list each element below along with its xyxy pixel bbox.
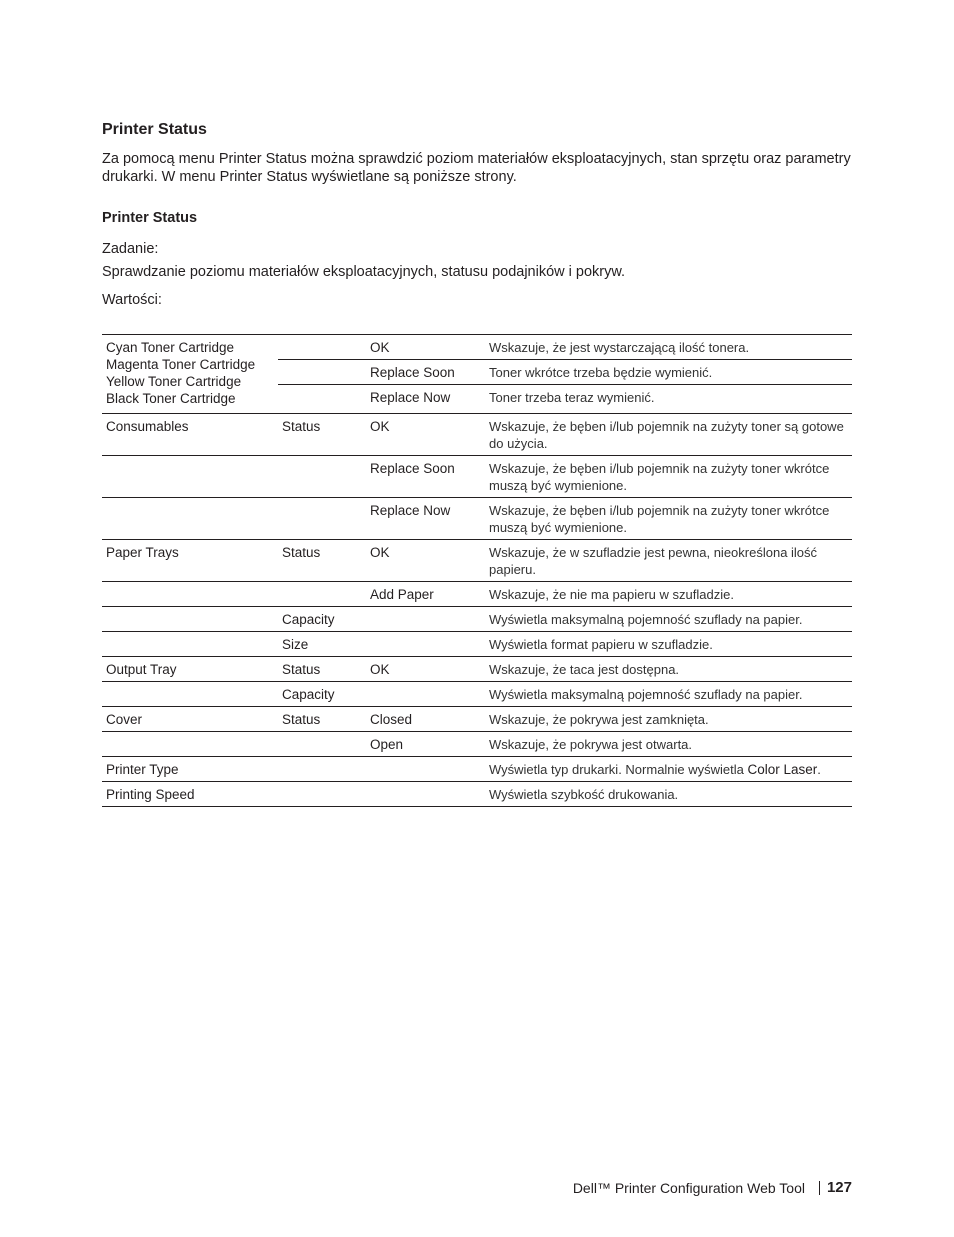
table-cell: Wyświetla maksymalną pojemność szuflady na papier. xyxy=(489,612,803,627)
table-cell: Replace Now xyxy=(370,503,451,518)
cell-text: . xyxy=(817,762,821,777)
table-row xyxy=(102,657,852,682)
intro-menu-name: Printer Status xyxy=(218,151,307,167)
table-cell xyxy=(366,607,485,632)
table-cell xyxy=(102,456,278,498)
table-cell: Status xyxy=(282,662,321,677)
table-row xyxy=(102,540,852,582)
table-cell: Toner wkrótce trzeba będzie wymienić. xyxy=(489,365,713,380)
page-number: 127 xyxy=(826,1179,852,1196)
table-cell: Status xyxy=(282,712,321,727)
table-cell: Wskazuje, że taca jest dostępna. xyxy=(489,662,680,677)
table-cell: Toner trzeba teraz wymienić. xyxy=(489,390,655,405)
footer-divider xyxy=(819,1181,820,1195)
table-cell xyxy=(278,732,366,757)
list-item: Magenta Toner Cartridge xyxy=(106,357,256,372)
table-cell xyxy=(278,385,366,414)
table-row xyxy=(102,707,852,732)
table-cell xyxy=(485,757,852,782)
table-cell: Wyświetla format papieru w szufladzie. xyxy=(489,637,713,652)
list-item: Cyan Toner Cartridge xyxy=(106,340,235,355)
table-cell xyxy=(278,498,366,540)
values-label: Wartości: xyxy=(102,292,162,308)
table-row xyxy=(102,582,852,607)
table-cell xyxy=(278,360,366,385)
table-cell: Printer Type xyxy=(106,762,179,777)
table-cell: Wskazuje, że pokrywa jest otwarta. xyxy=(489,737,693,752)
table-cell xyxy=(102,582,278,607)
table-row xyxy=(102,732,852,757)
table-cell xyxy=(278,782,366,807)
table-cell: Status xyxy=(282,419,321,434)
list-item: Yellow Toner Cartridge xyxy=(106,374,242,389)
table-row xyxy=(102,335,852,360)
table-cell: Replace Soon xyxy=(370,461,455,476)
table-row xyxy=(102,456,852,498)
table-cell: Size xyxy=(282,637,309,652)
table-cell: Wskazuje, że bęben i/lub pojemnik na zużyty toner wkrótce muszą być wymienione. xyxy=(489,461,830,493)
table-cell: Wskazuje, że nie ma papieru w szufladzie. xyxy=(489,587,734,602)
intro-text: wyświetlane są poniższe strony. xyxy=(307,169,517,185)
table-cell: Closed xyxy=(370,712,413,727)
table-cell: Printing Speed xyxy=(106,787,195,802)
table-cell xyxy=(278,582,366,607)
table-cell: OK xyxy=(370,340,390,355)
table-row xyxy=(102,498,852,540)
table-cell xyxy=(366,782,485,807)
table-cell: OK xyxy=(370,545,390,560)
page-footer xyxy=(573,1179,852,1196)
cell-text: Wyświetla typ drukarki. Normalnie wyświetla xyxy=(489,762,748,777)
table-cell: OK xyxy=(370,419,390,434)
table-cell: Open xyxy=(370,737,404,752)
table-row xyxy=(102,607,852,632)
table-cell xyxy=(278,456,366,498)
table-cell xyxy=(102,607,278,632)
table-cell: Cover xyxy=(106,712,143,727)
table-cell xyxy=(102,732,278,757)
table-cell: Wskazuje, że bęben i/lub pojemnik na zużyty toner są gotowe do użycia. xyxy=(489,419,844,451)
table-row xyxy=(102,632,852,657)
table-cell xyxy=(278,335,366,360)
cell-value-name: Color Laser xyxy=(747,762,818,777)
table-cell: Status xyxy=(282,545,321,560)
table-cell: Output Tray xyxy=(106,662,177,677)
list-item: Black Toner Cartridge xyxy=(106,391,236,406)
intro-paragraph xyxy=(102,150,852,186)
table-row xyxy=(102,757,852,782)
table-cell xyxy=(102,498,278,540)
table-cell xyxy=(366,632,485,657)
intro-text: można sprawdzić poziom materiałów eksploatacyjnych, stan sprzętu oraz parametry drukarki. W menu xyxy=(102,151,851,185)
table-cell: Capacity xyxy=(282,687,335,702)
table-cell: Wyświetla maksymalną pojemność szuflady na papier. xyxy=(489,687,803,702)
table-cell: Replace Now xyxy=(370,390,451,405)
task-text: Sprawdzanie poziomu materiałów eksploatacyjnych, statusu podajników i pokryw. xyxy=(102,264,626,280)
table-cell: Paper Trays xyxy=(106,545,179,560)
table-cell: Wyświetla szybkość drukowania. xyxy=(489,787,679,802)
toner-cartridge-list xyxy=(102,335,278,414)
table-cell xyxy=(366,757,485,782)
table-row xyxy=(102,782,852,807)
table-cell: Wskazuje, że w szufladzie jest pewna, nieokreślona ilość papieru. xyxy=(489,545,818,577)
table-row xyxy=(102,682,852,707)
footer-title: Dell™ Printer Configuration Web Tool xyxy=(572,1179,805,1196)
table-cell xyxy=(366,682,485,707)
table-cell: Consumables xyxy=(106,419,189,434)
intro-menu-name: Printer Status xyxy=(219,169,308,185)
task-label: Zadanie: xyxy=(102,241,159,257)
values-table xyxy=(102,334,852,807)
subsection-title: Printer Status xyxy=(102,210,198,226)
table-row xyxy=(102,414,852,456)
table-cell: Wskazuje, że pokrywa jest zamknięta. xyxy=(489,712,709,727)
table-cell xyxy=(102,632,278,657)
table-cell: Add Paper xyxy=(370,587,434,602)
section-title: Printer Status xyxy=(102,121,207,138)
table-cell xyxy=(102,682,278,707)
intro-text: Za pomocą menu xyxy=(102,151,219,167)
table-cell: Capacity xyxy=(282,612,335,627)
table-cell: Wskazuje, że jest wystarczającą ilość tonera. xyxy=(489,340,750,355)
table-cell: OK xyxy=(370,662,390,677)
table-cell xyxy=(278,757,366,782)
table-cell: Wskazuje, że bęben i/lub pojemnik na zużyty toner wkrótce muszą być wymienione. xyxy=(489,503,830,535)
table-cell: Replace Soon xyxy=(370,365,455,380)
